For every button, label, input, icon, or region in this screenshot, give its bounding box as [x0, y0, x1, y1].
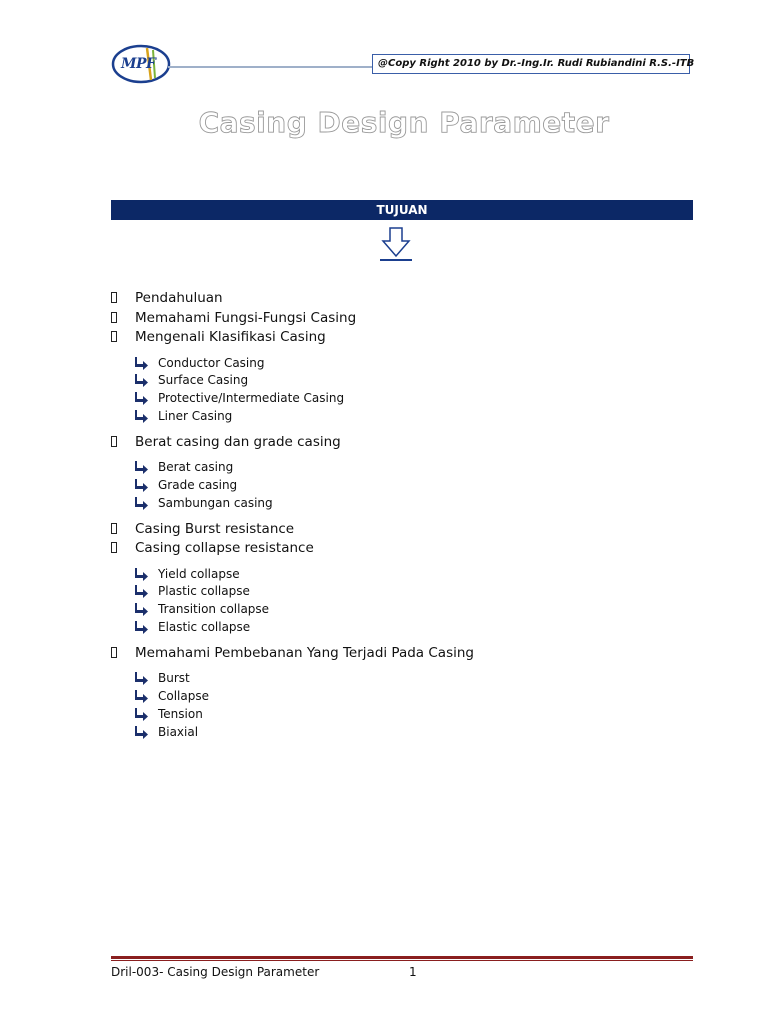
footer-doc-label: Dril-003- Casing Design Parameter — [111, 965, 320, 979]
sub-list-item — [111, 583, 711, 601]
sub-list-item — [111, 670, 711, 688]
sub-item-label: Grade casing — [158, 477, 238, 492]
sub-list-item — [111, 566, 711, 584]
bullet-icon — [111, 523, 117, 534]
sub-item-label: Berat casing — [158, 460, 234, 475]
turn-arrow-icon — [135, 689, 149, 703]
sub-item-label: Liner Casing — [158, 408, 233, 423]
bullet-icon — [111, 647, 117, 658]
sub-list-item — [111, 459, 711, 477]
turn-arrow-icon — [135, 707, 149, 721]
list-item — [111, 644, 711, 664]
logo-text: MPF — [121, 56, 156, 72]
section-bar-tujuan: TUJUAN — [111, 200, 693, 220]
sub-item-label: Collapse — [158, 689, 209, 704]
sub-item-label: Plastic collapse — [158, 584, 250, 599]
sub-item-label: Elastic collapse — [158, 619, 251, 634]
sub-item-label: Sambungan casing — [158, 495, 273, 510]
turn-arrow-icon — [135, 496, 149, 510]
sub-list-item — [111, 724, 711, 742]
page-number: 1 — [409, 965, 417, 979]
item-label: Casing Burst resistance — [135, 520, 295, 537]
sub-item-label: Surface Casing — [158, 373, 249, 388]
sub-list-item — [111, 408, 711, 426]
list-item — [111, 433, 711, 453]
sub-item-label: Tension — [158, 706, 203, 721]
turn-arrow-icon — [135, 373, 149, 387]
list-item — [111, 289, 711, 309]
bullet-icon — [111, 542, 117, 553]
bullet-icon — [111, 312, 117, 323]
sub-item-label: Biaxial — [158, 724, 199, 739]
sub-item-label: Transition collapse — [158, 602, 270, 617]
turn-arrow-icon — [135, 584, 149, 598]
sub-item-label: Yield collapse — [158, 566, 240, 581]
sub-list-item — [111, 355, 711, 373]
sub-list-item — [111, 495, 711, 513]
bullet-icon — [111, 436, 117, 447]
page-title: Casing Design Parameter — [198, 106, 610, 139]
item-label: Memahami Fungsi-Fungsi Casing — [135, 309, 357, 326]
item-label: Pendahuluan — [135, 290, 223, 306]
down-arrow-icon — [378, 226, 414, 262]
list-item — [111, 328, 711, 348]
sub-item-label: Burst — [158, 671, 190, 686]
sub-list-item — [111, 619, 711, 637]
item-label: Berat casing dan grade casing — [135, 433, 341, 450]
item-label: Mengenali Klasifikasi Casing — [135, 329, 326, 345]
sub-item-label: Conductor Casing — [158, 355, 265, 370]
sub-list-item — [111, 706, 711, 724]
sub-list-item — [111, 601, 711, 619]
objective-list — [111, 289, 711, 741]
bullet-icon — [111, 292, 117, 303]
item-label: Memahami Pembebanan Yang Terjadi Pada Casing — [135, 644, 474, 661]
turn-arrow-icon — [135, 460, 149, 474]
copyright-box: @Copy Right 2010 by Dr.-Ing.Ir. Rudi Rubiandini R.S.-ITB — [372, 54, 690, 74]
turn-arrow-icon — [135, 671, 149, 685]
turn-arrow-icon — [135, 602, 149, 616]
sub-list-item — [111, 372, 711, 390]
sub-list-item — [111, 688, 711, 706]
list-item — [111, 539, 711, 559]
header-rule — [168, 66, 373, 68]
footer-rule-thin — [111, 960, 693, 961]
turn-arrow-icon — [135, 620, 149, 634]
turn-arrow-icon — [135, 391, 149, 405]
bullet-icon — [111, 331, 117, 342]
list-item — [111, 309, 711, 329]
sub-list-item — [111, 390, 711, 408]
sub-item-label: Protective/Intermediate Casing — [158, 391, 345, 406]
turn-arrow-icon — [135, 356, 149, 370]
turn-arrow-icon — [135, 409, 149, 423]
list-item — [111, 520, 711, 540]
turn-arrow-icon — [135, 567, 149, 581]
turn-arrow-icon — [135, 725, 149, 739]
footer-rule — [111, 956, 693, 959]
item-label: Casing collapse resistance — [135, 540, 314, 557]
sub-list-item — [111, 477, 711, 495]
turn-arrow-icon — [135, 478, 149, 492]
